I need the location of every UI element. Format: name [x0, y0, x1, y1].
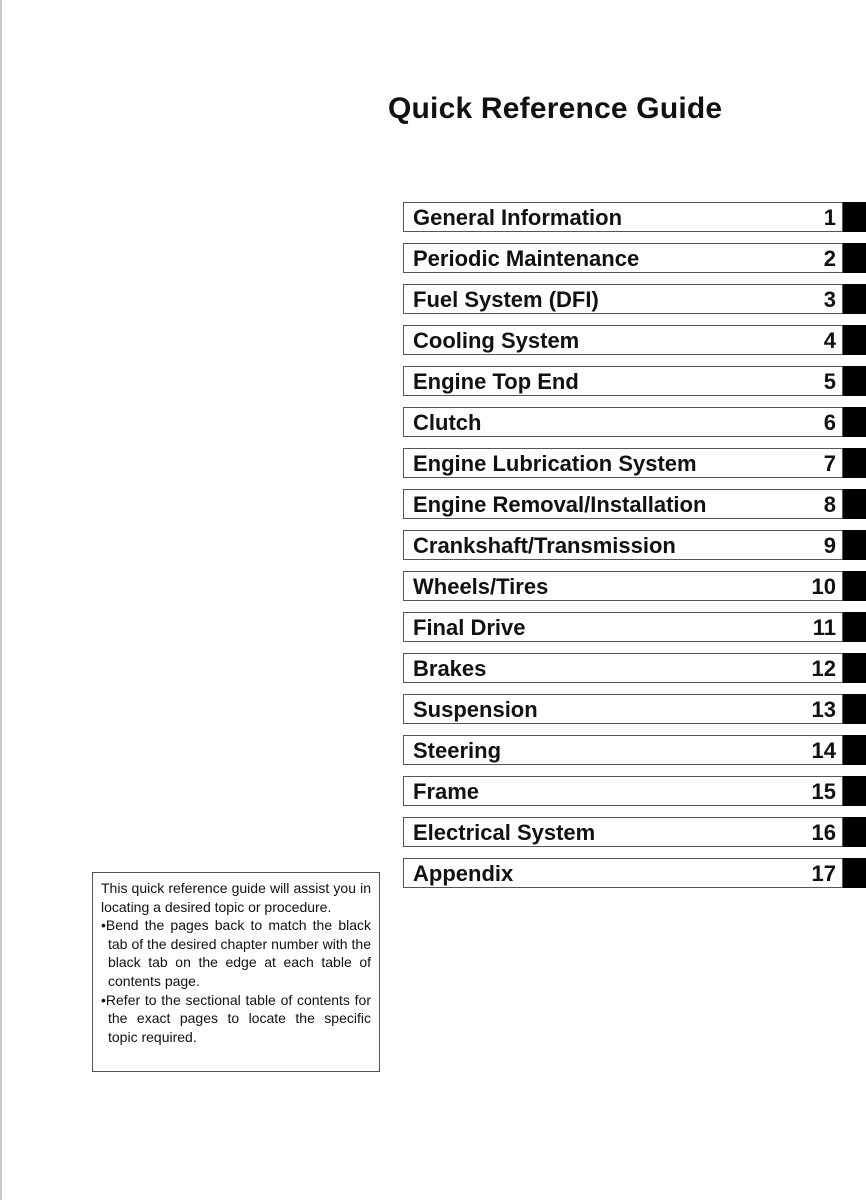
black-tab-marker [843, 366, 866, 396]
toc-item-number: 7 [823, 451, 836, 476]
toc-item-label: Engine Removal/Installation [413, 492, 707, 517]
toc-item-box [403, 202, 843, 232]
toc-item-engine-removal-installation[interactable] [403, 489, 866, 519]
toc-item-box [403, 694, 843, 724]
toc-item-box [403, 489, 843, 519]
toc-item-number: 10 [811, 574, 836, 599]
black-tab-marker [843, 776, 866, 806]
toc-item-number: 9 [823, 533, 836, 558]
note-bullet: •Refer to the sectional table of contents for the exact pages to locate the specific topic required. [101, 991, 371, 1045]
toc-item-number: 8 [823, 492, 836, 517]
black-tab-marker [843, 612, 866, 642]
toc-item-box [403, 243, 843, 273]
toc-item-final-drive[interactable] [403, 612, 866, 642]
black-tab-marker [843, 530, 866, 560]
page-left-edge [0, 0, 2, 1200]
toc-item-box [403, 407, 843, 437]
toc-item-label: Engine Top End [413, 369, 579, 394]
toc-item-steering[interactable] [403, 735, 866, 765]
toc-item-box [403, 284, 843, 314]
black-tab-marker [843, 694, 866, 724]
toc-item-general-information[interactable] [403, 202, 866, 232]
toc-item-label: Final Drive [413, 615, 526, 640]
toc-item-number: 3 [823, 287, 836, 312]
toc-item-number: 14 [811, 738, 836, 763]
toc-item-box [403, 530, 843, 560]
toc-item-box [403, 612, 843, 642]
black-tab-marker [843, 243, 866, 273]
toc-item-number: 11 [812, 615, 836, 640]
black-tab-marker [843, 325, 866, 355]
toc-item-box [403, 735, 843, 765]
toc-item-label: Frame [413, 779, 480, 804]
toc-item-label: Clutch [413, 410, 482, 435]
toc-item-number: 16 [811, 820, 836, 845]
toc-item-fuel-system[interactable] [403, 284, 866, 314]
toc-item-appendix[interactable] [403, 858, 866, 888]
toc-item-number: 17 [811, 861, 836, 886]
toc-item-label: Fuel System (DFI) [413, 287, 599, 312]
toc-item-number: 12 [811, 656, 836, 681]
toc-item-frame[interactable] [403, 776, 866, 806]
black-tab-marker [843, 571, 866, 601]
note-intro: This quick reference guide will assist you in locating a desired topic or procedure. [101, 880, 371, 915]
toc-item-label: Periodic Maintenance [413, 246, 640, 271]
toc-item-engine-lubrication-system[interactable] [403, 448, 866, 478]
toc-item-box [403, 325, 843, 355]
toc-item-label: General Information [413, 205, 623, 230]
note-bullet: •Bend the pages back to match the black tab of the desired chapter number with the black tab on the edge at each table of contents page. [101, 917, 371, 989]
toc-item-number: 15 [811, 779, 836, 804]
black-tab-marker [843, 284, 866, 314]
black-tab-marker [843, 489, 866, 519]
toc-item-label: Cooling System [413, 328, 580, 353]
black-tab-marker [843, 407, 866, 437]
toc-item-label: Crankshaft/Transmission [413, 533, 676, 558]
toc-item-label: Appendix [413, 861, 514, 886]
toc-item-label: Suspension [413, 697, 538, 722]
toc-item-number: 4 [823, 328, 836, 353]
toc-item-wheels-tires[interactable] [403, 571, 866, 601]
toc-item-box [403, 817, 843, 847]
toc-item-box [403, 366, 843, 396]
toc-item-number: 6 [823, 410, 836, 435]
usage-note-box [92, 872, 380, 1072]
page-title: Quick Reference Guide [388, 92, 723, 125]
toc-item-suspension[interactable] [403, 694, 866, 724]
toc-item-clutch[interactable] [403, 407, 866, 437]
toc-item-electrical-system[interactable] [403, 817, 866, 847]
toc-item-label: Electrical System [413, 820, 596, 845]
toc-item-box [403, 571, 843, 601]
toc-item-label: Wheels/Tires [413, 574, 549, 599]
toc-item-label: Steering [413, 738, 502, 763]
black-tab-marker [843, 817, 866, 847]
toc-item-number: 1 [823, 205, 836, 230]
black-tab-marker [843, 858, 866, 888]
black-tab-marker [843, 448, 866, 478]
toc-item-box [403, 448, 843, 478]
toc-item-number: 5 [823, 369, 836, 394]
toc-item-periodic-maintenance[interactable] [403, 243, 866, 273]
toc-item-box [403, 653, 843, 683]
black-tab-marker [843, 735, 866, 765]
toc-item-label: Engine Lubrication System [413, 451, 697, 476]
toc-item-crankshaft-transmission[interactable] [403, 530, 866, 560]
black-tab-marker [843, 653, 866, 683]
toc-item-cooling-system[interactable] [403, 325, 866, 355]
toc-item-brakes[interactable] [403, 653, 866, 683]
toc-item-number: 2 [823, 246, 836, 271]
toc-item-number: 13 [811, 697, 836, 722]
toc-item-label: Brakes [413, 656, 487, 681]
toc-item-engine-top-end[interactable] [403, 366, 866, 396]
black-tab-marker [843, 202, 866, 232]
toc-item-box [403, 776, 843, 806]
toc-item-box [403, 858, 843, 888]
